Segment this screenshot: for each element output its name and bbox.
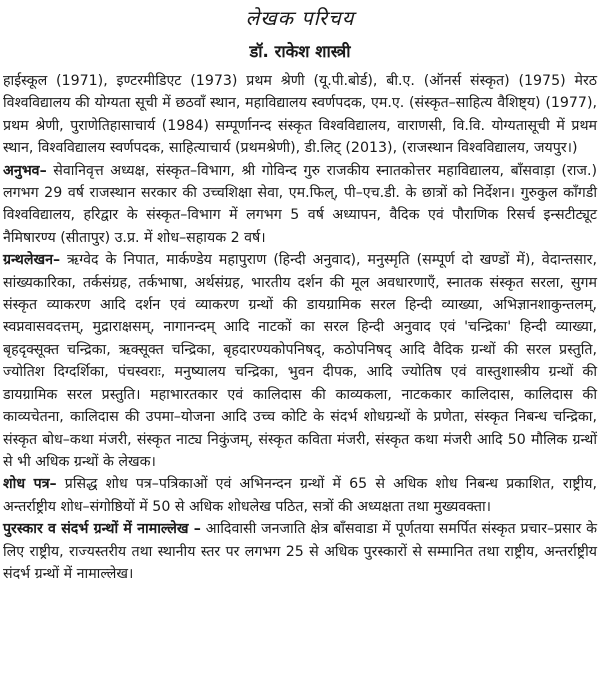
page-title: लेखक परिचय (245, 6, 355, 30)
paragraph-research-papers (3, 473, 597, 518)
section-heading-awards: पुरस्कार व संदर्भ ग्रन्थों में नामाल्लेख – (3, 521, 201, 538)
author-bio (3, 70, 597, 585)
paragraph-education (3, 70, 597, 160)
paragraph-text: ऋग्वेद के निपात, मार्कण्डेय महापुराण (हिन्दी अनुवाद), मनुस्मृति (सम्पूर्ण दो खण्डों में), वेदान्तसार, सांख्यकारिका, तर्कसंग्रह, तर्कभाषा, अर्थसंग्रह, भारतीय दर्शन की मूल अवधारणाएँ, स्नातक संस्कृत सरला, सुगम संस्कृत व्याकरण आदि दर्शन एवं व्याकरण ग्रन्थों की डायग्रामिक सरल हिन्दी व्याख्या, अभिज्ञानशाकुन्तलम्, स्वप्नवासवदत्तम्, मुद्राराक्षसम्, नागानन्दम् आदि नाटकों का सरल हिन्दी अनुवाद एवं 'चन्द्रिका' हिन्दी व्याख्या, बृहदृक्सूक्त चन्द्रिका, ऋक्सूक्त चन्द्रिका, बृहदारण्यकोपनिषद्, कठोपनिषद् आदि वैदिक ग्रन्थों की सरल प्रस्तुति, ज्योतिश दिग्दर्शिका, पंचस्वराः, मनुष्यालय चन्द्रिका, भुवन दीपक, आदि ज्योतिष एवं वास्तुशास्त्रीय ग्रन्थों की डायग्रामिक सरल प्रस्तुति। महाभारतकार एवं कालिदास की काव्यकला, नाटककार कालिदास, कालिदास की काव्यचेतना, कालिदास की उपमा–योजना आदि उच्च कोटि के संदर्भ शोधग्रन्थों के प्रणेता, संस्कृत निबन्ध चन्द्रिका, संस्कृत बोध–कथा मंजरी, संस्कृत नाट्य निकुंजम्, संस्कृत कविता मंजरी, संस्कृत कथा मंजरी आदि 50 मौलिक ग्रन्थों से भी अधिक ग्रन्थों के लेखक। (3, 252, 597, 470)
section-heading-research-papers: शोध पत्र– (3, 476, 57, 493)
author-name: डॉ. राकेश शास्त्री (249, 42, 351, 61)
paragraph-awards (3, 518, 597, 585)
paragraph-publications (3, 249, 597, 473)
section-heading-experience: अनुभव– (3, 162, 47, 179)
paragraph-text: हाईस्कूल (1971), इण्टरमीडिएट (1973) प्रथम श्रेणी (यू.पी.बोर्ड), बी.ए. (ऑनर्स संस्कृत) (1975) मेरठ विश्वविद्यालय की योग्यता सूची में छठवाँ स्थान, महाविद्यालय स्वर्णपदक, एम.ए. (संस्कृत–साहित्य वैशिष्ट्य) (1977), प्रथम श्रेणी, पुराणेतिहासाचार्य (1984) सम्पूर्णानन्द संस्कृत विश्वविद्यालय, वाराणसी, वि.वि. योग्यतासूची में प्रथम स्थान, विश्वविद्यालय स्वर्णपदक, साहित्याचार्य (प्रथमश्रेणी), डी.लिट् (2013), (राजस्थान विश्वविद्यालय, जयपुर।) (3, 73, 597, 157)
paragraph-text: प्रसिद्ध शोध पत्र–पत्रिकाओं एवं अभिनन्दन ग्रन्थों में 65 से अधिक शोध निबन्ध प्रकाशित, राष्ट्रीय, अन्तर्राष्ट्रीय शोध–संगोष्ठियों में 50 से अधिक शोधलेख पठित, सत्रों की अध्यक्षता तथा मुख्यवक्ता। (3, 476, 597, 515)
paragraph-experience (3, 160, 597, 250)
paragraph-text: सेवानिवृत्त अध्यक्ष, संस्कृत–विभाग, श्री गोविन्द गुरु राजकीय स्नातकोत्तर महाविद्यालय, बाँसवाड़ा (राज.) लगभग 29 वर्ष राजस्थान सरकार की उच्चशिक्षा सेवा, एम.फिल्, पी–एच.डी. के छात्रों को निर्देशन। गुरुकुल काँगडी विश्वविद्यालय, हरिद्वार के संस्कृत–विभाग में लगभग 5 वर्ष अध्यापन, वैदिक एवं पौराणिक रिसर्च इन्सटीट्यूट नैमिषारण्य (सीतापुर) उ.प्र. में शोध–सहायक 2 वर्ष। (3, 162, 597, 246)
paragraph-text: आदिवासी जनजाति क्षेत्र बाँसवाडा में पूर्णतया समर्पित संस्कृत प्रचार–प्रसार के लिए राष्ट्रीय, राज्यस्तरीय तथा स्थानीय स्तर पर लगभग 25 से अधिक पुरस्कारों से सम्मानित तथा राष्ट्रीय, अन्तर्राष्ट्रीय संदर्भ ग्रन्थों में नामाल्लेख। (3, 521, 597, 582)
section-heading-publications: ग्रन्थलेखन– (3, 252, 61, 269)
